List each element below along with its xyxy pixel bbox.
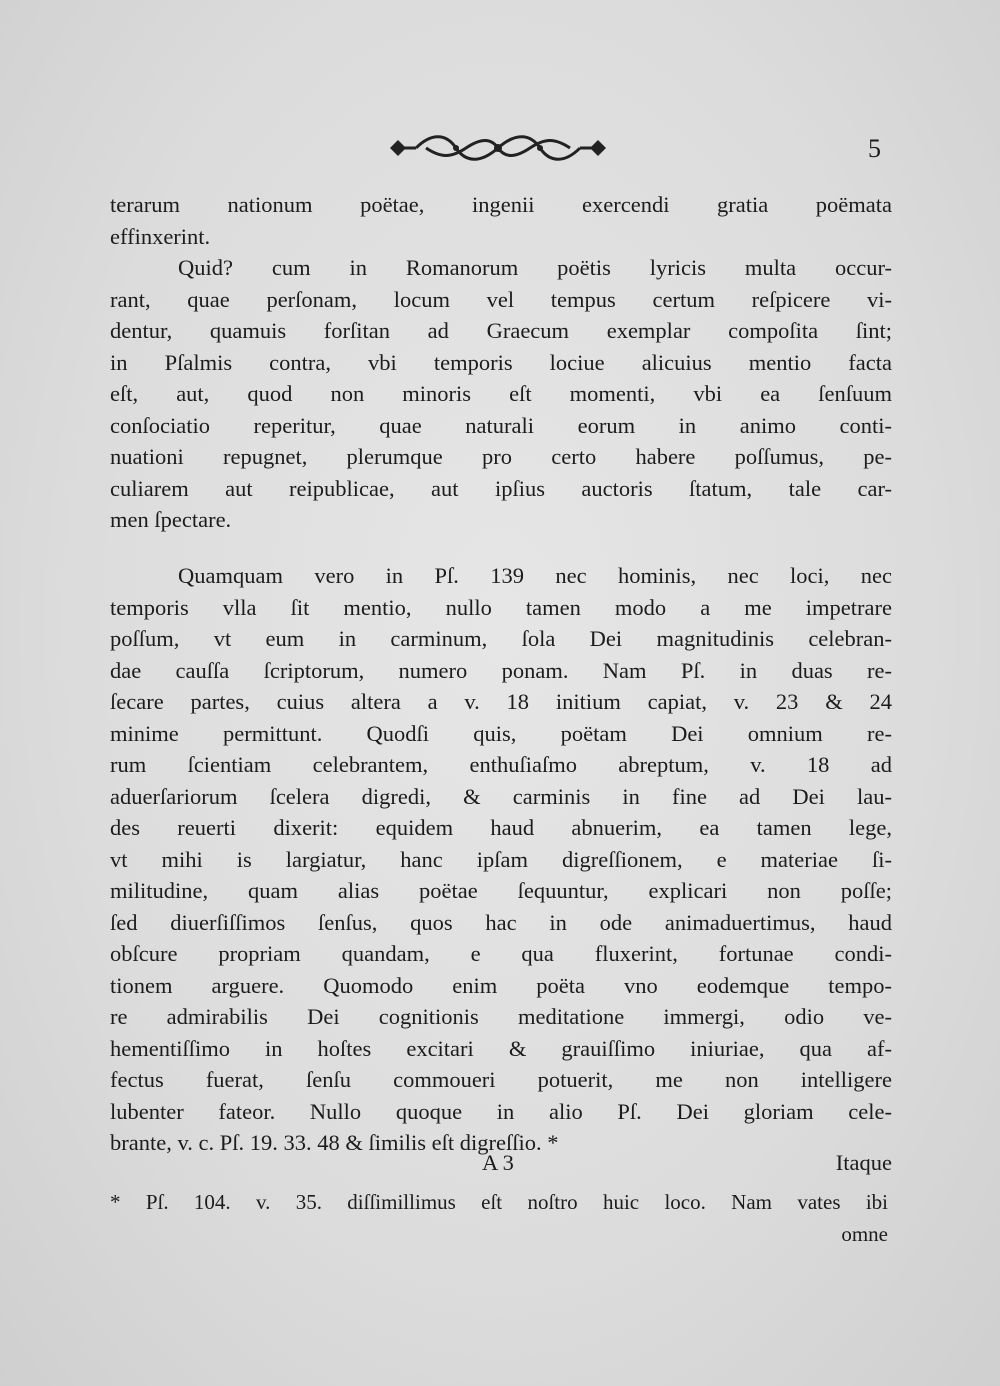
text-line: vt mihi is largiatur, hanc ipſam digreſſionem, e materiae ſi- (110, 846, 892, 872)
catchword: Itaque (835, 1150, 892, 1175)
signature-mark: A 3 (482, 1150, 514, 1175)
text-line: terarum nationum poëtae, ingenii exercendi gratia poëmata (110, 192, 892, 217)
text-line: nuationi repugnet, plerumque pro certo habere poſſumus, pe- (110, 444, 892, 469)
text-line: Quamquam vero in Pſ. 139 nec hominis, nec loci, nec (178, 563, 892, 588)
text-line: temporis vlla ſit mentio, nullo tamen modo a me impetrare (110, 594, 892, 620)
text-line: dentur, quamuis forſitan ad Graecum exemplar compoſita ſint; (110, 318, 892, 343)
text-line: aduerſariorum ſcelera digredi, & carminis in fine ad Dei lau- (110, 783, 892, 809)
text-line: rum ſcientiam celebrantem, enthuſiaſmo abreptum, v. 18 ad (110, 752, 892, 777)
text-line: Quid? cum in Romanorum poëtis lyricis multa occur- (178, 255, 892, 280)
text-line: ſed diuerſiſſimos ſenſus, quos hac in ode animaduertimus, haud (110, 909, 892, 935)
text-line: eſt, aut, quod non minoris eſt momenti, vbi ea ſenſuum (110, 381, 892, 406)
page-number: 5 (868, 134, 881, 163)
text-line: conſociatio reperitur, quae naturali eorum in animo conti- (110, 412, 892, 438)
text-line: des reuerti dixerit: equidem haud abnuerim, ea tamen lege, (110, 815, 892, 840)
footnote-continuation: omne (841, 1222, 888, 1246)
signature-row (110, 1150, 892, 1180)
text-line: dae cauſſa ſcriptorum, numero ponam. Nam Pſ. in duas re- (110, 657, 892, 683)
text-line: rant, quae perſonam, locum vel tempus certum reſpicere vi- (110, 286, 892, 312)
text-line: poſſum, vt eum in carminum, ſola Dei magnitudinis celebran- (110, 626, 892, 651)
text-line: effinxerint. (110, 223, 211, 249)
text-line: ſecare partes, cuius altera a v. 18 initium capiat, v. 23 & 24 (110, 689, 892, 714)
text-line: in Pſalmis contra, vbi temporis lociue alicuius mentio facta (110, 349, 892, 375)
decorative-headpiece-ornament (386, 128, 610, 168)
text-line: militudine, quam alias poëtae ſequuntur, explicari non poſſe; (110, 878, 892, 903)
text-line: men ſpectare. (110, 507, 232, 532)
text-line: hementiſſimo in hoſtes excitari & grauiſſimo iniuriae, qua af- (110, 1035, 892, 1061)
text-line: obſcure propriam quandam, e qua fluxerint, fortunae condi- (110, 941, 892, 966)
text-line: fectus fuerat, ſenſu commoueri potuerit, me non intelligere (110, 1067, 892, 1092)
footnote-line: * Pſ. 104. v. 35. diſſimillimus eſt noſtro huic loco. Nam vates ibi (110, 1190, 888, 1214)
text-line: lubenter fateor. Nullo quoque in alio Pſ. Dei gloriam cele- (110, 1098, 892, 1124)
text-line: brante, v. c. Pſ. 19. 33. 48 & ſimilis eſt digreſſio. * (110, 1130, 559, 1155)
text-line: tionem arguere. Quomodo enim poëta vno eodemque tempo- (110, 972, 892, 998)
text-line: minime permittunt. Quodſi quis, poëtam Dei omnium re- (110, 720, 892, 746)
text-line: culiarem aut reipublicae, aut ipſius auctoris ſtatum, tale car- (110, 475, 892, 501)
text-line: re admirabilis Dei cognitionis meditatione immergi, odio ve- (110, 1004, 892, 1029)
